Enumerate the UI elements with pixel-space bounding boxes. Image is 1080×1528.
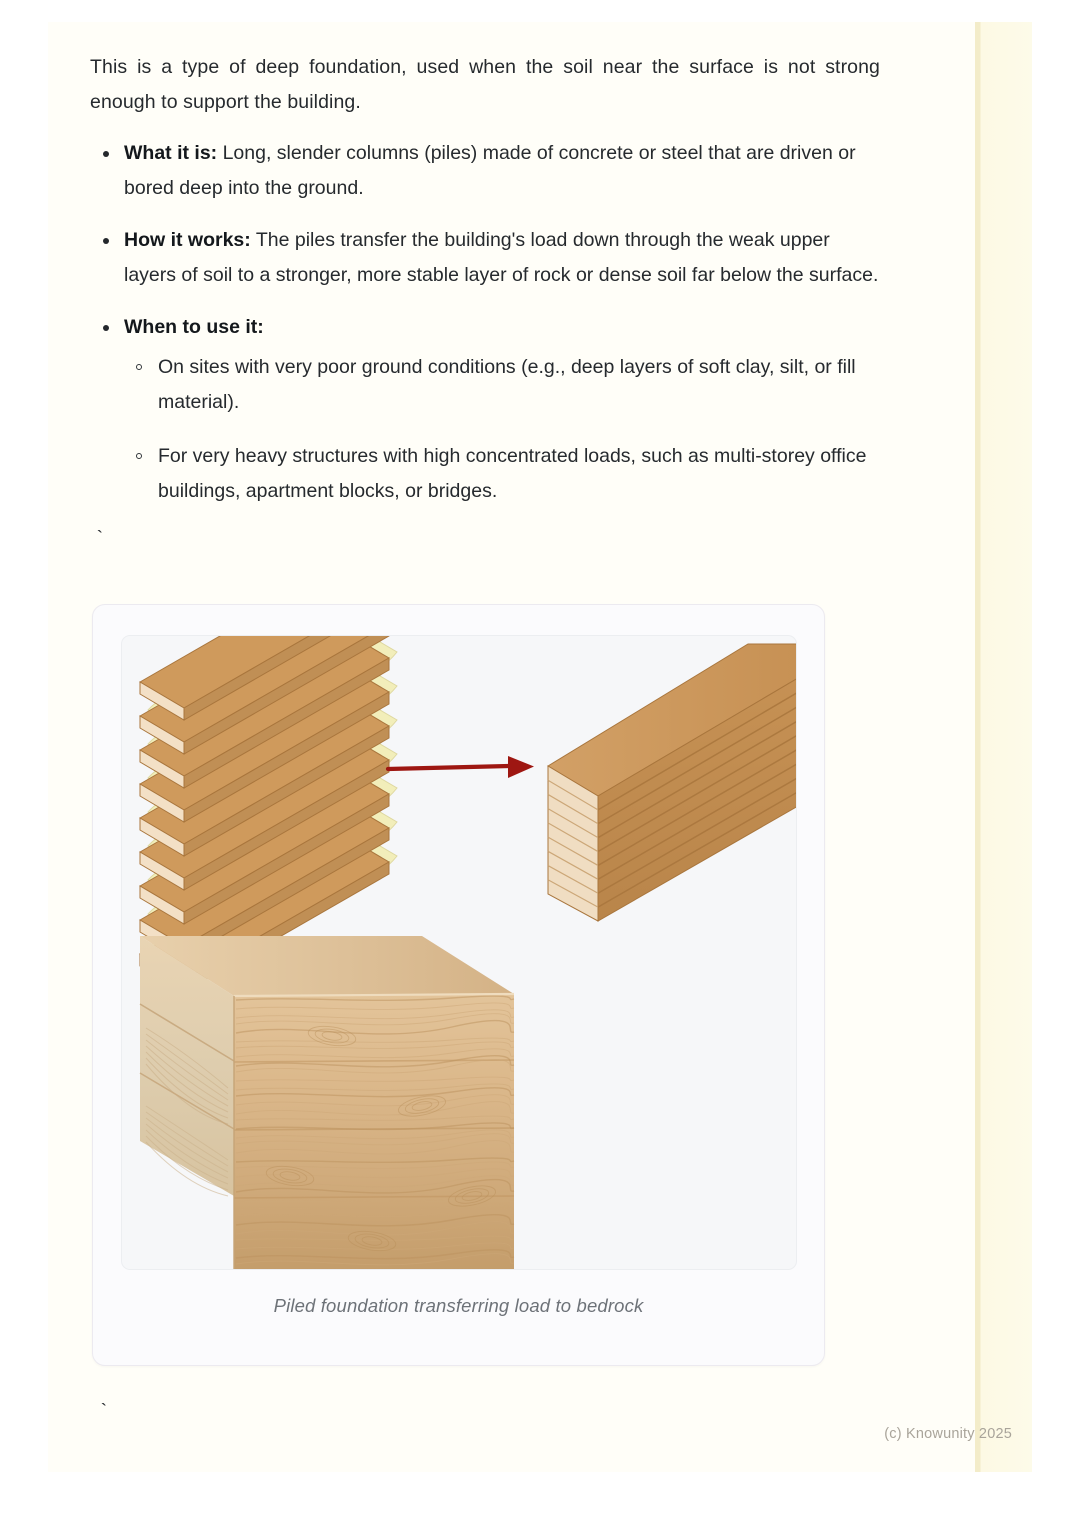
bullet-text: Long, slender columns (piles) made of concrete or steel that are driven or bored deep into the ground. xyxy=(124,142,856,199)
backtick-mark-bottom: ` xyxy=(98,1401,110,1423)
photo-glulam-beam xyxy=(140,936,514,1270)
figure-caption: Piled foundation transferring load to bedrock xyxy=(273,1295,644,1316)
page-edge-strip xyxy=(975,22,1032,1472)
sub-bullet-text: On sites with very poor ground conditions (e.g., deep layers of soft clay, silt, or fill material). xyxy=(158,356,856,413)
sub-bullet-text: For very heavy structures with high concentrated loads, such as multi-storey office buildings, apartment blocks, or bridges. xyxy=(158,445,867,502)
document-content xyxy=(90,50,880,551)
sub-bullet-list xyxy=(124,350,880,509)
bullet-label: How it works: xyxy=(124,229,251,251)
bullet-label: What it is: xyxy=(124,142,218,164)
sub-list-item-poor-ground xyxy=(124,350,880,420)
intro-paragraph: This is a type of deep foundation, used when the soil near the surface is not strong enough to support the building. xyxy=(90,56,880,113)
figure-card xyxy=(92,604,825,1366)
glulam-illustration xyxy=(122,636,797,1270)
bullet-content xyxy=(124,142,856,199)
footer-credit: (c) Knowunity 2025 xyxy=(884,1426,1012,1442)
figure-image-frame xyxy=(121,635,797,1270)
bullet-label: When to use it: xyxy=(124,316,264,338)
process-arrow-icon xyxy=(388,756,534,778)
sub-list-item-heavy-structures xyxy=(124,439,880,509)
page-sheet xyxy=(48,22,1032,1472)
list-item-when-to-use-it xyxy=(90,310,880,509)
bullet-list xyxy=(90,136,880,509)
list-item-how-it-works xyxy=(90,223,880,293)
bullet-content xyxy=(124,229,878,286)
finished-glulam-beam xyxy=(548,644,797,921)
bullet-content xyxy=(124,316,264,338)
backtick-mark-top: ` xyxy=(94,528,106,550)
list-item-what-it-is xyxy=(90,136,880,206)
bullet-text: The piles transfer the building's load down through the weak upper layers of soil to a stronger, more stable layer of rock or dense soil far below the surface. xyxy=(124,229,879,286)
